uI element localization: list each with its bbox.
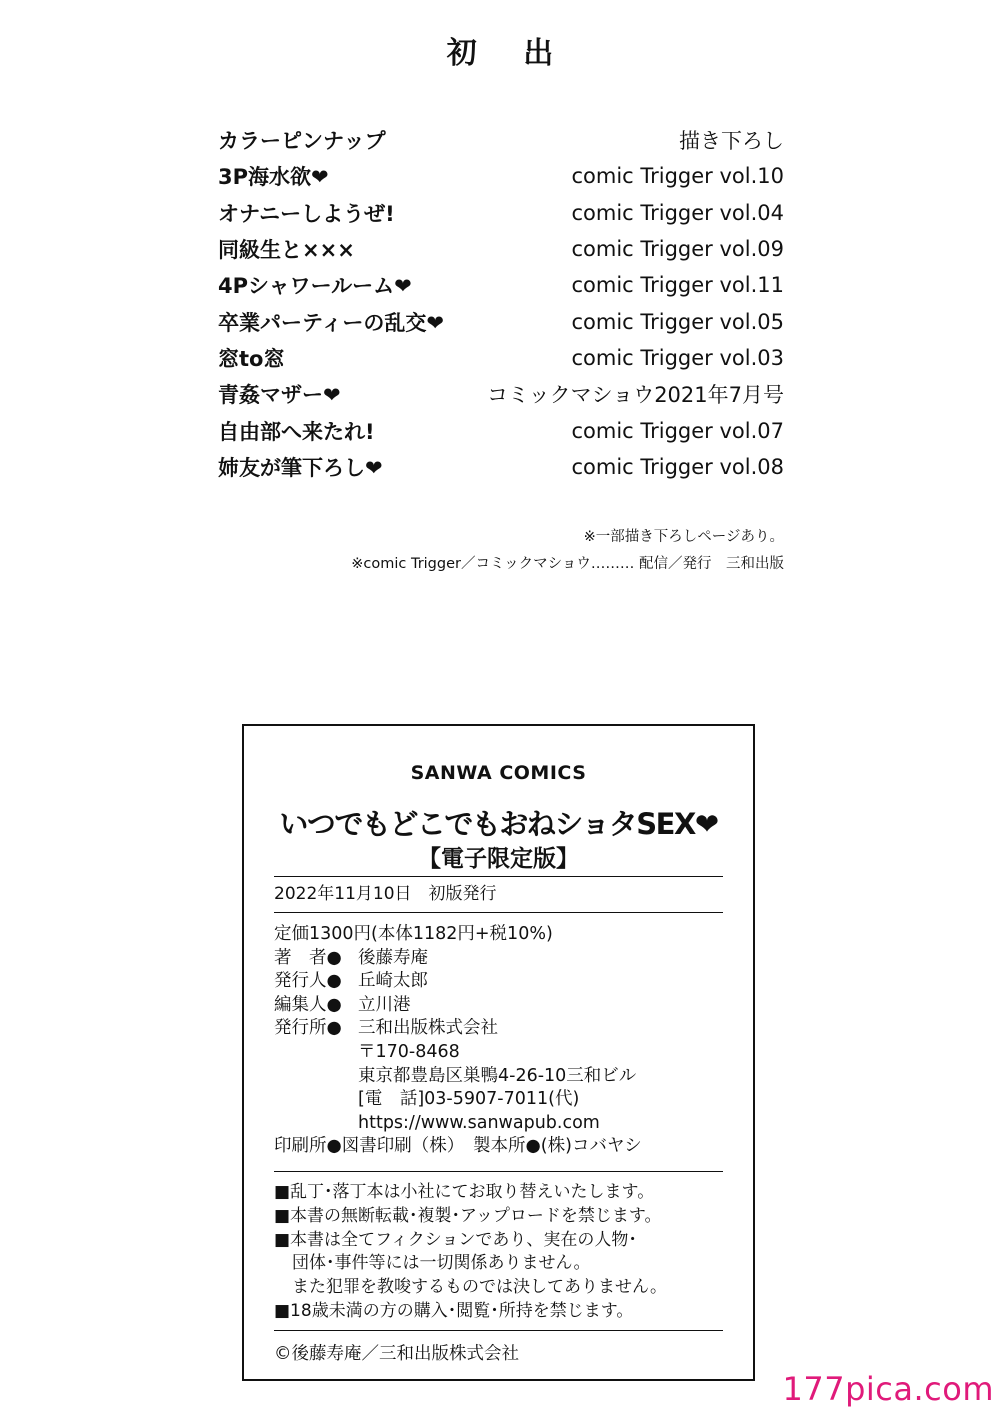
publisher-person-label: 発行人●: [274, 971, 342, 992]
editor-label: 編集人●: [274, 994, 342, 1015]
work-source: コミックマショウ2021年7月号: [487, 383, 784, 408]
work-title: オナニーしようぜ!: [218, 201, 395, 226]
list-item: [218, 340, 784, 376]
list-item: [218, 303, 784, 339]
work-title: 卒業パーティーの乱交❤: [218, 310, 444, 335]
work-title: 窓to窓: [218, 346, 285, 371]
book-title: いつでもどこでもおねショタSEX❤: [279, 807, 718, 841]
printer-info: 印刷所●図書印刷（株） 製本所●(株)コバヤシ: [274, 1136, 642, 1157]
list-item: [218, 412, 784, 448]
notes: [351, 524, 784, 578]
edition-label: 【電子限定版】: [418, 846, 579, 872]
list-item: [218, 195, 784, 231]
legal-line: また犯罪を教唆するものでは決してありません。: [292, 1277, 668, 1298]
work-source: 描き下ろし: [679, 129, 784, 154]
series-name: SANWA COMICS: [410, 762, 587, 784]
publication-info: [274, 923, 642, 1159]
publish-date: 2022年11月10日 初版発行: [274, 884, 497, 904]
divider: [274, 1171, 723, 1172]
list-item: [218, 449, 784, 485]
publisher-row: [274, 1017, 642, 1041]
copyright: ©後藤寿庵／三和出版株式会社: [274, 1344, 519, 1364]
legal-line: 団体･事件等には一切関係ありません。: [292, 1253, 591, 1274]
work-title: 姉友が筆下ろし❤: [218, 455, 383, 480]
work-source: comic Trigger vol.07: [571, 418, 784, 443]
page-title: 初 出: [446, 36, 572, 71]
list-item: [218, 122, 784, 158]
work-source: comic Trigger vol.11: [571, 273, 784, 298]
watermark: 177pica.com: [782, 1370, 994, 1408]
author-name: 後藤寿庵: [358, 947, 428, 968]
work-source: comic Trigger vol.04: [571, 200, 784, 225]
address: 東京都豊島区巣鴨4-26-10三和ビル: [358, 1065, 637, 1086]
list-item: [218, 231, 784, 267]
note-line: ※comic Trigger／コミックマショウ……… 配信／発行 三和出版: [351, 556, 784, 572]
publisher-person-row: [274, 970, 642, 994]
legal-line: ■本書の無断転載･複製･アップロードを禁じます。: [274, 1205, 662, 1226]
colophon-box: [242, 724, 755, 1381]
publisher-name: 三和出版株式会社: [358, 1018, 498, 1039]
website-url: https://www.sanwapub.com: [358, 1112, 600, 1133]
divider: [274, 912, 723, 913]
work-title: 同級生と×××: [218, 238, 355, 263]
list-item: [218, 267, 784, 303]
price: 定価1300円(本体1182円+税10%): [274, 924, 553, 944]
legal-line: ■乱丁･落丁本は小社にてお取り替えいたします。: [274, 1182, 655, 1202]
work-source: comic Trigger vol.08: [571, 454, 784, 479]
postal-code: 〒170-8468: [358, 1041, 460, 1062]
note-line: ※一部描き下ろしページあり。: [583, 529, 784, 545]
editor-row: [274, 994, 642, 1018]
work-title: 4Pシャワールーム❤: [218, 274, 412, 299]
list-item: [218, 158, 784, 194]
author-row: [274, 947, 642, 971]
work-title: 3P海水欲❤: [218, 165, 329, 190]
divider: [274, 876, 723, 877]
work-source: comic Trigger vol.09: [571, 237, 784, 262]
author-label: 著 者●: [274, 947, 342, 968]
first-appearance-list: [218, 122, 784, 485]
publisher-person-name: 丘崎太郎: [358, 971, 428, 992]
work-source: comic Trigger vol.05: [571, 309, 784, 334]
legal-line: ■18歳未満の方の購入･閲覧･所持を禁じます。: [274, 1300, 634, 1321]
divider: [274, 1330, 723, 1331]
work-title: カラーピンナップ: [218, 129, 386, 154]
work-source: comic Trigger vol.10: [571, 164, 784, 189]
phone: [電 話]03-5907-7011(代): [358, 1089, 580, 1110]
legal-notices: [274, 1181, 667, 1324]
publisher-label: 発行所●: [274, 1018, 342, 1039]
work-title: 青姦マザー❤: [218, 383, 341, 408]
legal-line: ■本書は全てフィクションであり、実在の人物･: [274, 1229, 637, 1250]
list-item: [218, 376, 784, 412]
work-source: comic Trigger vol.03: [571, 345, 784, 370]
editor-name: 立川港: [358, 994, 411, 1015]
work-title: 自由部へ来たれ!: [218, 419, 375, 444]
